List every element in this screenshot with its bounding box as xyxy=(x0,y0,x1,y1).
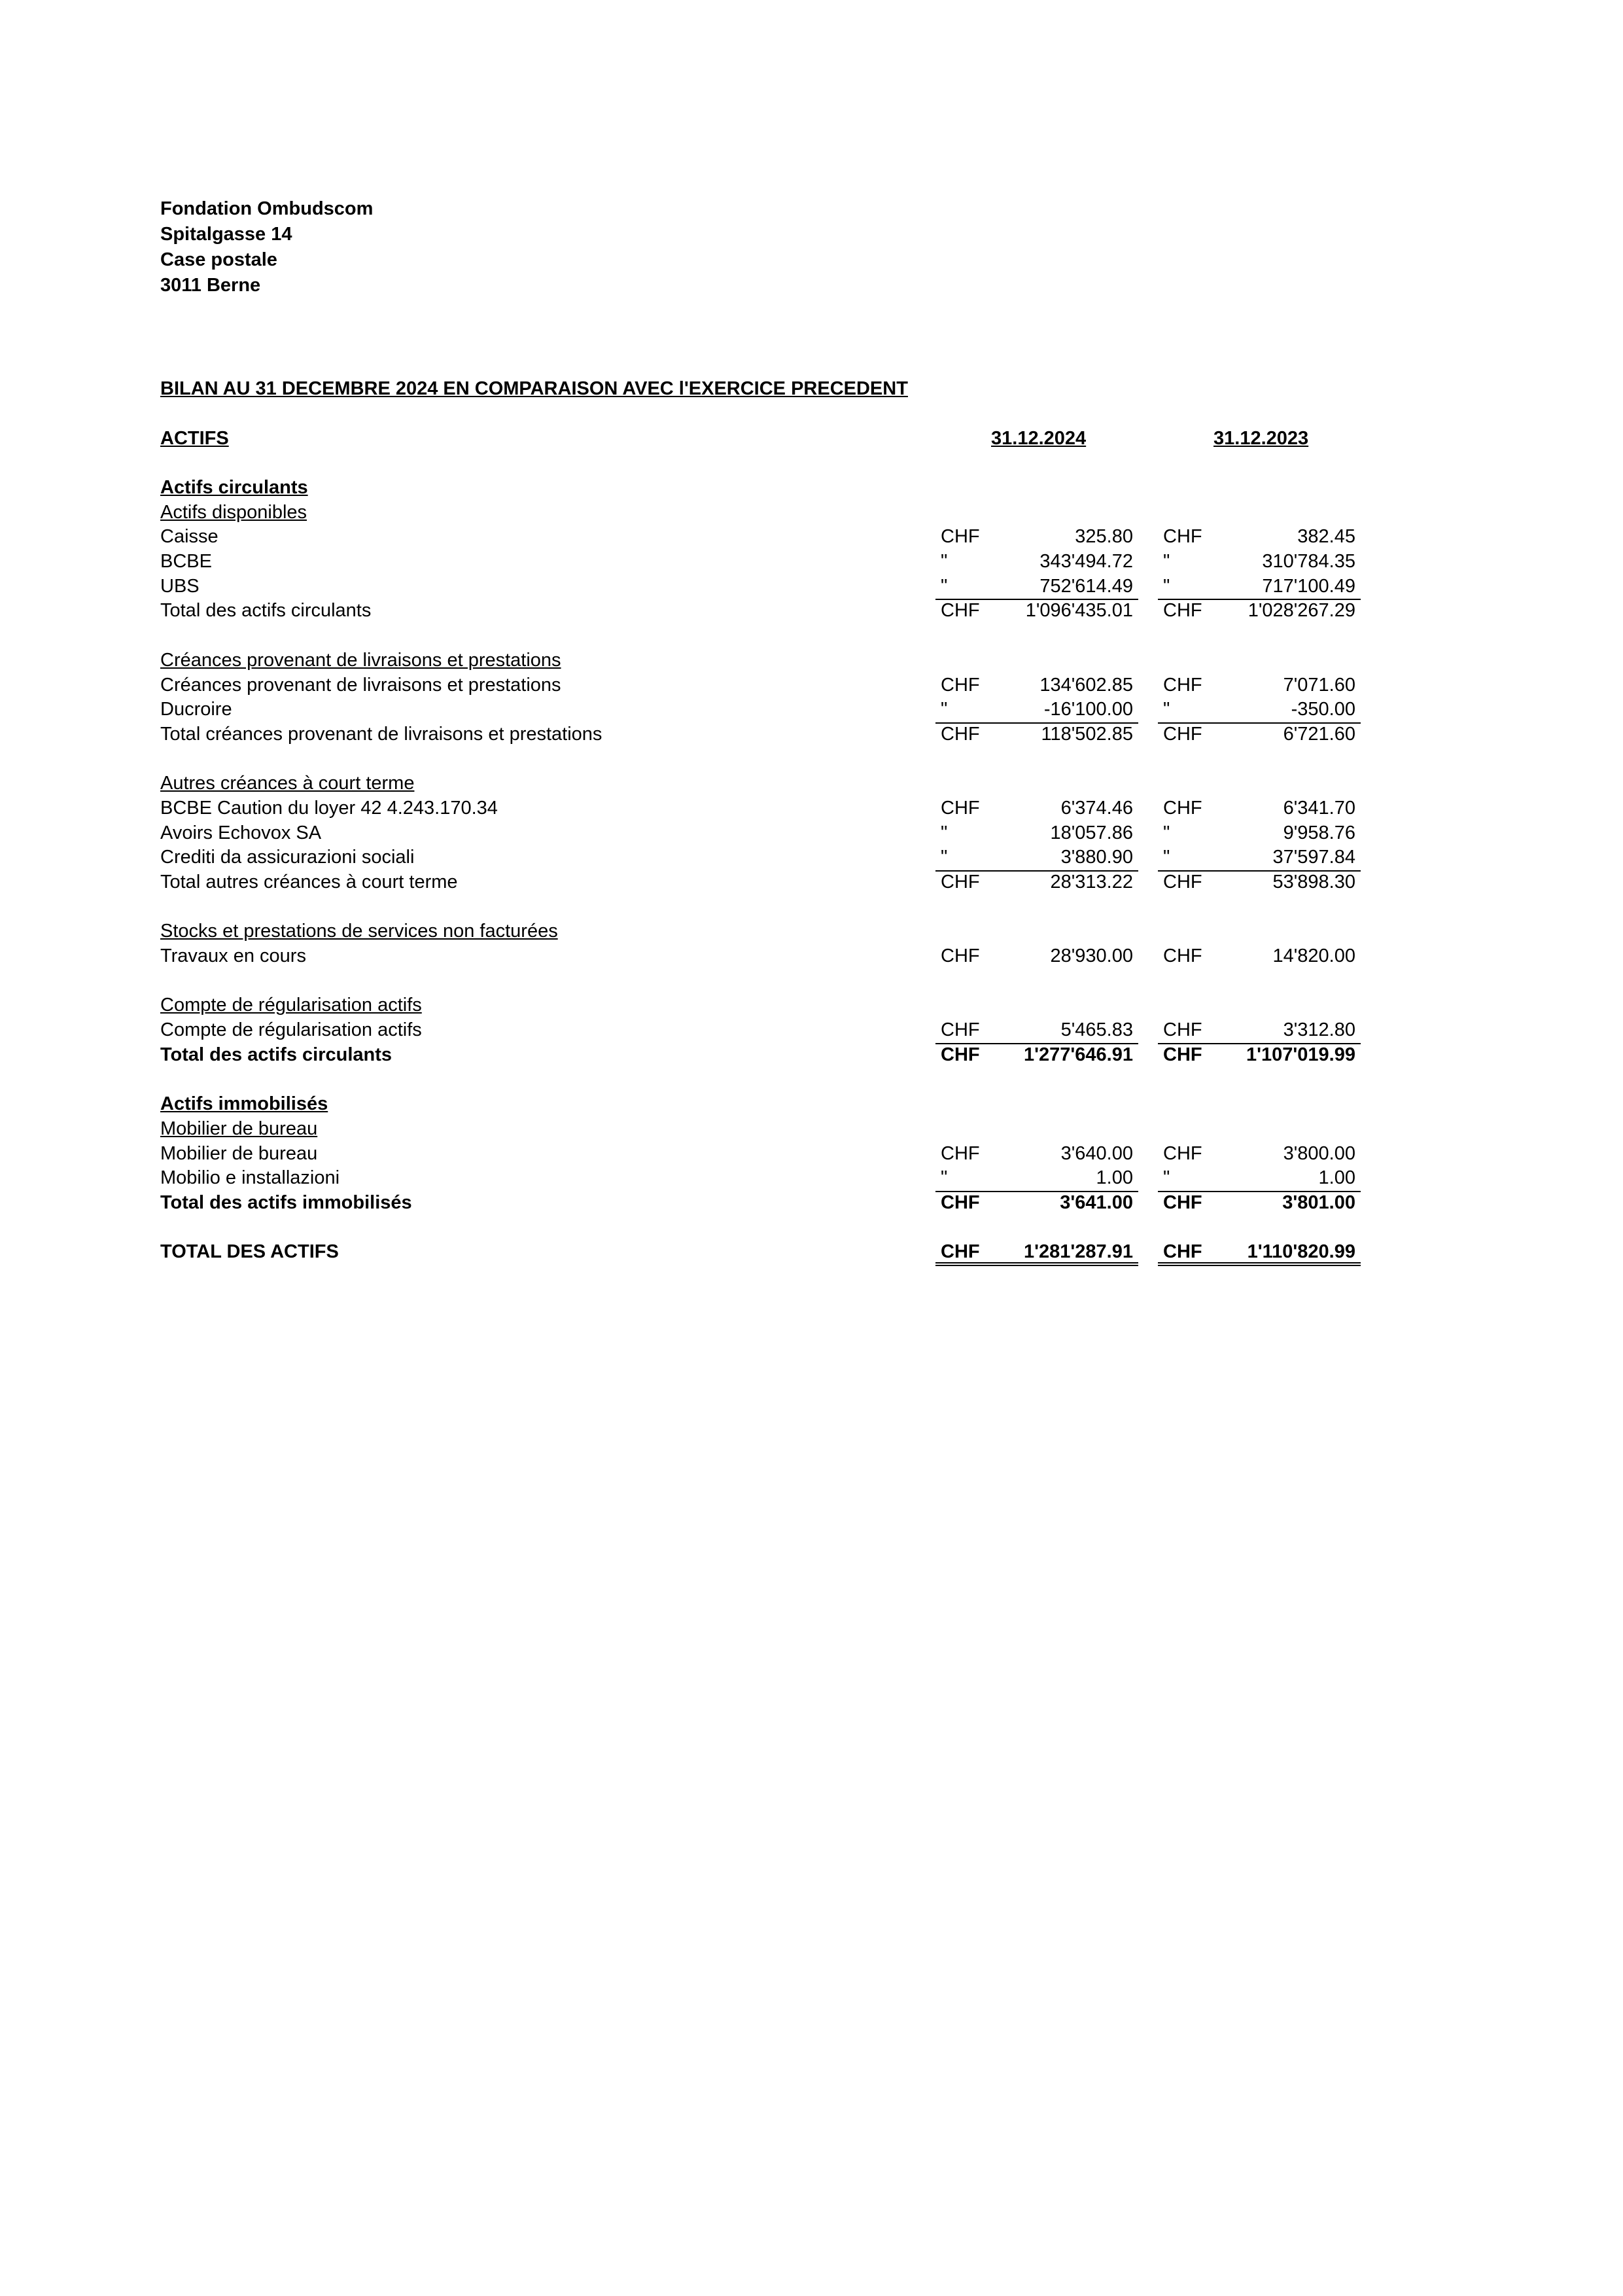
row-spacer xyxy=(0,1216,1623,1241)
amount-2023: 1'107'019.99 xyxy=(1246,1044,1355,1065)
amount-cell-2023 xyxy=(1158,1142,1361,1167)
table-row xyxy=(0,821,1623,846)
amount-2024: 1.00 xyxy=(1096,1167,1133,1189)
currency-2023: " xyxy=(1163,699,1170,720)
row-spacer xyxy=(0,969,1623,994)
table-row xyxy=(0,1166,1623,1191)
table-row xyxy=(0,550,1623,574)
amount-2024: 752'614.49 xyxy=(1039,575,1133,597)
table-row xyxy=(0,1043,1623,1068)
amount-2024: 3'640.00 xyxy=(1060,1142,1133,1164)
amount-2023: 1'110'820.99 xyxy=(1247,1241,1355,1263)
row-label: Mobilier de bureau xyxy=(160,1142,318,1164)
amount-2023: 717'100.49 xyxy=(1262,575,1355,597)
amount-2024: 5'465.83 xyxy=(1060,1019,1133,1041)
currency-2023: CHF xyxy=(1163,1044,1202,1065)
amount-2024: 28'313.22 xyxy=(1050,872,1133,892)
amount-cell-2024 xyxy=(935,574,1138,599)
column-header-2023: 31.12.2023 xyxy=(1213,428,1309,449)
amount-2023: 3'800.00 xyxy=(1283,1142,1355,1164)
section-heading-row xyxy=(0,501,1623,525)
row-label: Créances provenant de livraisons et prestations xyxy=(160,674,561,696)
currency-2024: CHF xyxy=(941,1142,980,1164)
row-label: Actifs disponibles xyxy=(160,501,307,523)
row-spacer xyxy=(0,895,1623,920)
amount-2023: 310'784.35 xyxy=(1262,551,1355,573)
row-spacer xyxy=(0,1068,1623,1093)
amount-2023: 6'721.60 xyxy=(1283,723,1355,745)
table-row xyxy=(0,698,1623,722)
amount-cell-2024 xyxy=(935,1142,1138,1167)
amount-2024: 28'930.00 xyxy=(1050,945,1133,967)
section-heading-row xyxy=(0,648,1623,673)
amount-2023: 1'028'267.29 xyxy=(1248,600,1355,622)
currency-2024: " xyxy=(941,551,948,573)
currency-2024: CHF xyxy=(941,526,980,548)
currency-2023: CHF xyxy=(1163,945,1202,967)
amount-cell-2023 xyxy=(1158,599,1361,625)
address-line: Fondation Ombudscom xyxy=(160,198,374,219)
row-label: Mobilier de bureau xyxy=(160,1118,318,1139)
amount-cell-2024 xyxy=(935,722,1138,749)
row-label: Crediti da assicurazioni sociali xyxy=(160,847,415,868)
amount-cell-2024 xyxy=(935,673,1138,698)
row-label: Caisse xyxy=(160,526,218,548)
section-header-actifs: ACTIFS xyxy=(160,428,229,449)
amount-2023: -350.00 xyxy=(1291,699,1355,720)
address-line: Case postale xyxy=(160,249,277,270)
section-heading-row xyxy=(0,919,1623,944)
address-line: Spitalgasse 14 xyxy=(160,224,292,245)
currency-2024: CHF xyxy=(941,797,980,819)
row-label: Actifs circulants xyxy=(160,477,308,498)
amount-cell-2023 xyxy=(1158,1240,1361,1266)
row-label: Avoirs Echovox SA xyxy=(160,822,322,843)
currency-2024: CHF xyxy=(941,1044,980,1065)
currency-2024: CHF xyxy=(941,600,980,622)
currency-2023: CHF xyxy=(1163,526,1202,548)
amount-2024: 1'096'435.01 xyxy=(1025,600,1133,622)
amount-cell-2023 xyxy=(1158,722,1361,749)
address-line: 3011 Berne xyxy=(160,275,261,296)
amount-cell-2024 xyxy=(935,599,1138,625)
currency-2023: CHF xyxy=(1163,872,1202,892)
table-row xyxy=(0,1240,1623,1265)
row-label: Total autres créances à court terme xyxy=(160,872,458,892)
table-row xyxy=(0,1018,1623,1043)
currency-2023: " xyxy=(1163,822,1170,843)
amount-cell-2023 xyxy=(1158,698,1361,722)
amount-2024: 134'602.85 xyxy=(1039,674,1133,696)
amount-2024: -16'100.00 xyxy=(1043,699,1133,720)
row-label: Actifs immobilisés xyxy=(160,1093,328,1115)
amount-cell-2023 xyxy=(1158,944,1361,969)
amount-2023: 382.45 xyxy=(1297,526,1355,548)
table-row xyxy=(0,944,1623,969)
amount-cell-2023 xyxy=(1158,1043,1361,1069)
amount-2024: 6'374.46 xyxy=(1060,797,1133,819)
currency-2024: CHF xyxy=(941,1241,980,1263)
amount-cell-2024 xyxy=(935,550,1138,574)
amount-cell-2023 xyxy=(1158,673,1361,698)
amount-cell-2023 xyxy=(1158,870,1361,896)
row-label: Compte de régularisation actifs xyxy=(160,995,422,1016)
currency-2024: " xyxy=(941,575,948,597)
currency-2023: CHF xyxy=(1163,723,1202,745)
amount-cell-2023 xyxy=(1158,1166,1361,1191)
row-label: TOTAL DES ACTIFS xyxy=(160,1241,339,1263)
table-row xyxy=(0,870,1623,895)
amount-2023: 3'801.00 xyxy=(1282,1192,1355,1213)
amount-2023: 7'071.60 xyxy=(1283,674,1355,696)
table-row xyxy=(0,574,1623,599)
currency-2023: CHF xyxy=(1163,1142,1202,1164)
amount-cell-2024 xyxy=(935,796,1138,821)
table-row xyxy=(0,599,1623,624)
table-row xyxy=(0,722,1623,747)
amount-cell-2024 xyxy=(935,1043,1138,1069)
amount-cell-2024 xyxy=(935,1166,1138,1191)
amount-cell-2024 xyxy=(935,944,1138,969)
currency-2024: CHF xyxy=(941,1019,980,1041)
amount-2024: 118'502.85 xyxy=(1041,723,1133,745)
amount-cell-2024 xyxy=(935,845,1138,870)
row-label: Stocks et prestations de services non facturées xyxy=(160,921,558,942)
amount-cell-2023 xyxy=(1158,821,1361,846)
row-label: Total des actifs circulants xyxy=(160,1044,393,1065)
currency-2024: CHF xyxy=(941,723,980,745)
row-label: Créances provenant de livraisons et prestations xyxy=(160,649,561,671)
amount-cell-2023 xyxy=(1158,574,1361,599)
currency-2023: CHF xyxy=(1163,1019,1202,1041)
currency-2024: " xyxy=(941,847,948,868)
amount-cell-2024 xyxy=(935,525,1138,550)
amount-cell-2024 xyxy=(935,698,1138,722)
currency-2024: CHF xyxy=(941,674,980,696)
column-header-2024: 31.12.2024 xyxy=(991,428,1087,449)
currency-2024: CHF xyxy=(941,872,980,892)
currency-2024: CHF xyxy=(941,945,980,967)
section-heading-row xyxy=(0,993,1623,1018)
amount-2023: 53'898.30 xyxy=(1272,872,1355,892)
row-label: Travaux en cours xyxy=(160,945,306,967)
amount-2024: 325.80 xyxy=(1075,526,1133,548)
row-label: Compte de régularisation actifs xyxy=(160,1019,422,1041)
currency-2023: CHF xyxy=(1163,797,1202,819)
row-label: Total des actifs circulants xyxy=(160,600,372,622)
amount-2024: 1'277'646.91 xyxy=(1023,1044,1133,1065)
amount-cell-2024 xyxy=(935,870,1138,896)
amount-2023: 14'820.00 xyxy=(1272,945,1355,967)
row-label: Total des actifs immobilisés xyxy=(160,1192,412,1213)
row-label: Mobilio e installazioni xyxy=(160,1167,340,1189)
amount-cell-2023 xyxy=(1158,1191,1361,1217)
table-row xyxy=(0,525,1623,550)
sender-address xyxy=(160,196,373,298)
currency-2024: " xyxy=(941,699,948,720)
amount-2024: 343'494.72 xyxy=(1039,551,1133,573)
currency-2023: " xyxy=(1163,575,1170,597)
currency-2024: CHF xyxy=(941,1192,980,1213)
row-spacer xyxy=(0,624,1623,648)
currency-2023: " xyxy=(1163,551,1170,573)
currency-2023: CHF xyxy=(1163,1192,1202,1213)
table-row xyxy=(0,1191,1623,1216)
amount-2024: 3'641.00 xyxy=(1060,1192,1133,1213)
balance-table xyxy=(0,476,1623,1265)
amount-cell-2023 xyxy=(1158,1018,1361,1043)
amount-2023: 1.00 xyxy=(1318,1167,1355,1189)
table-row xyxy=(0,1142,1623,1167)
section-heading-row xyxy=(0,1092,1623,1117)
amount-cell-2024 xyxy=(935,1191,1138,1217)
currency-2024: " xyxy=(941,1167,948,1189)
amount-cell-2024 xyxy=(935,821,1138,846)
amount-2023: 37'597.84 xyxy=(1272,847,1355,868)
row-spacer xyxy=(0,747,1623,772)
currency-2023: " xyxy=(1163,1167,1170,1189)
amount-2023: 9'958.76 xyxy=(1283,822,1355,843)
currency-2024: " xyxy=(941,822,948,843)
row-label: UBS xyxy=(160,575,200,597)
currency-2023: " xyxy=(1163,847,1170,868)
section-heading-row xyxy=(0,771,1623,796)
table-row xyxy=(0,673,1623,698)
currency-2023: CHF xyxy=(1163,1241,1202,1263)
row-label: Autres créances à court terme xyxy=(160,773,415,794)
currency-2023: CHF xyxy=(1163,674,1202,696)
row-label: BCBE xyxy=(160,551,212,573)
table-row xyxy=(0,796,1623,821)
amount-2024: 1'281'287.91 xyxy=(1023,1241,1133,1263)
amount-cell-2023 xyxy=(1158,845,1361,870)
row-label: BCBE Caution du loyer 42 4.243.170.34 xyxy=(160,797,498,819)
amount-cell-2023 xyxy=(1158,796,1361,821)
section-heading-row xyxy=(0,1117,1623,1142)
amount-2024: 18'057.86 xyxy=(1050,822,1133,843)
table-row xyxy=(0,845,1623,870)
row-label: Ducroire xyxy=(160,699,232,720)
document-title: BILAN AU 31 DECEMBRE 2024 EN COMPARAISON AVEC l'EXERCICE PRECEDENT xyxy=(160,378,908,399)
amount-2023: 3'312.80 xyxy=(1283,1019,1355,1041)
amount-cell-2023 xyxy=(1158,525,1361,550)
section-heading-row xyxy=(0,476,1623,501)
amount-2023: 6'341.70 xyxy=(1283,797,1355,819)
amount-cell-2024 xyxy=(935,1240,1138,1266)
amount-cell-2024 xyxy=(935,1018,1138,1043)
currency-2023: CHF xyxy=(1163,600,1202,622)
amount-cell-2023 xyxy=(1158,550,1361,574)
amount-2024: 3'880.90 xyxy=(1060,847,1133,868)
row-label: Total créances provenant de livraisons et prestations xyxy=(160,723,602,745)
